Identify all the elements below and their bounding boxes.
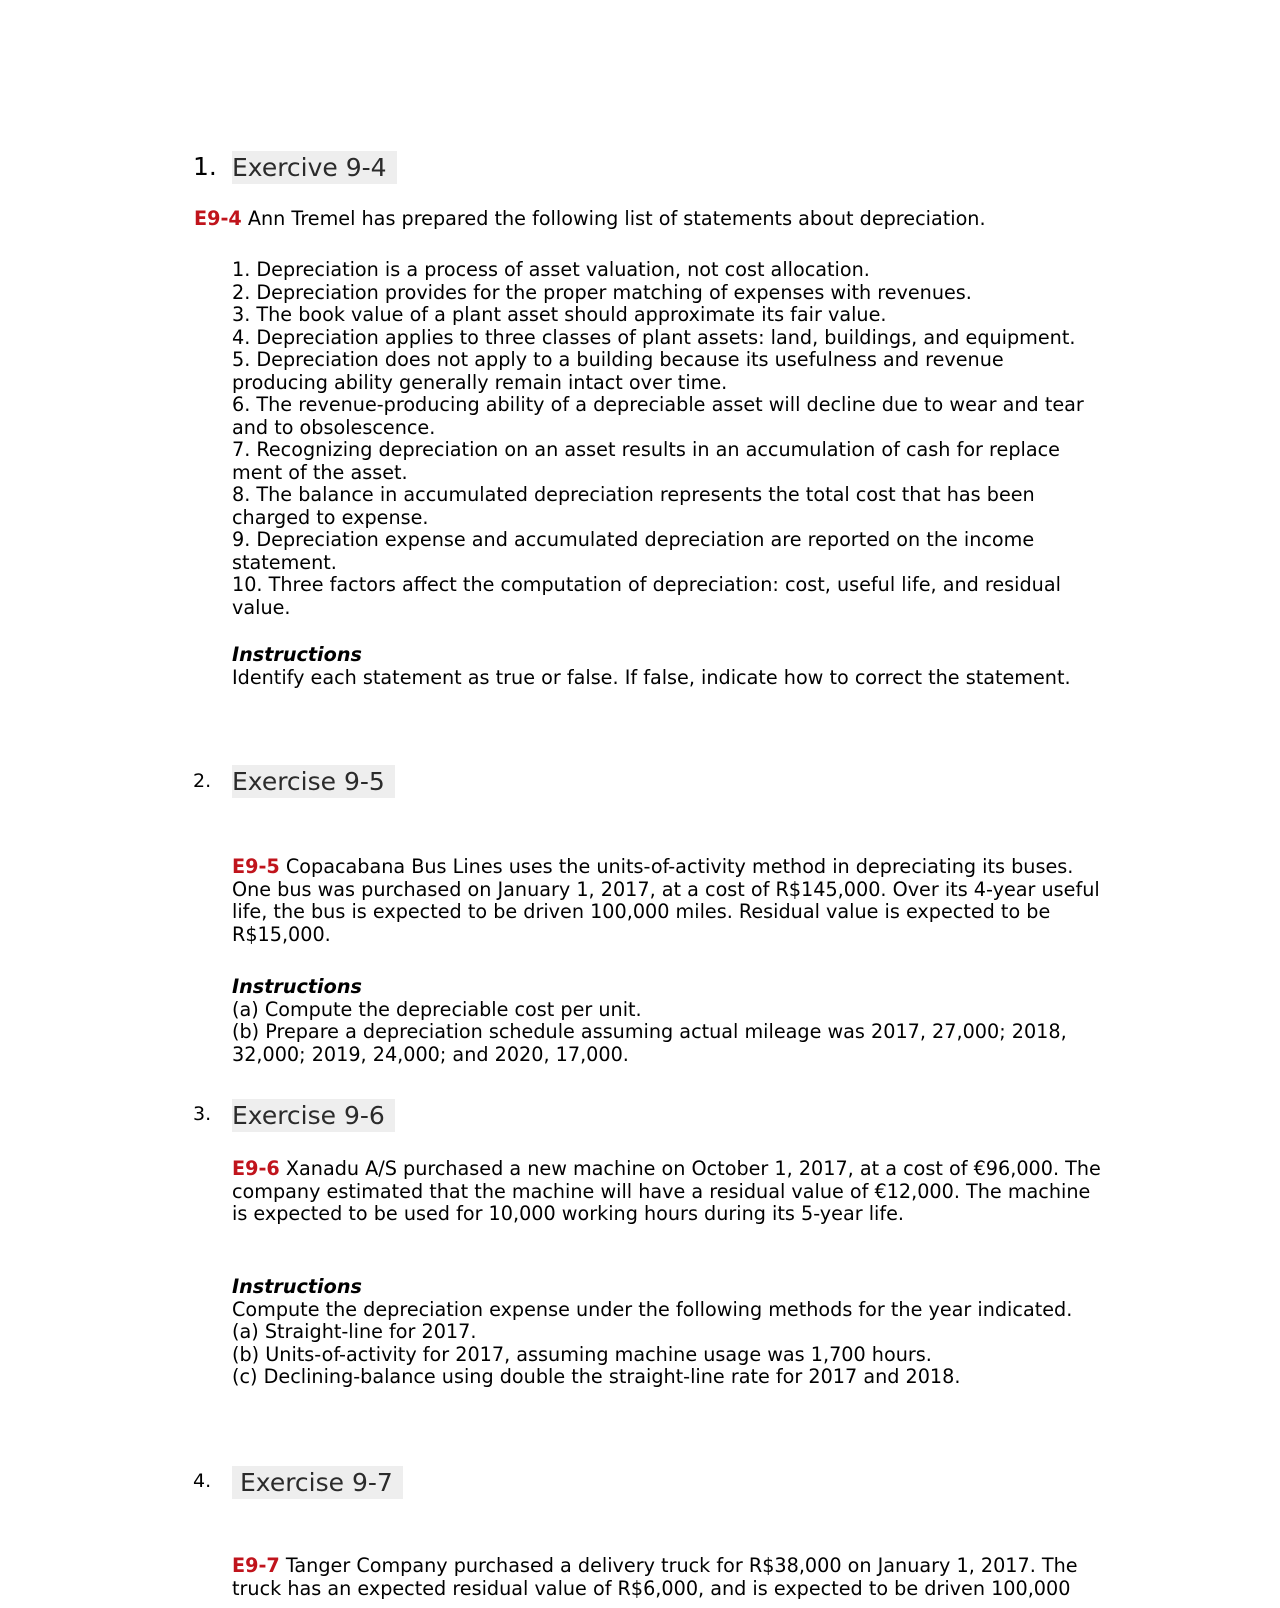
instruction-line: 32,000; 2019, 24,000; and 2020, 17,000. <box>232 1042 629 1066</box>
exercise-code: E9-6 <box>232 1157 280 1180</box>
statement-line: value. <box>232 595 291 619</box>
instructions-block <box>232 644 1071 689</box>
body-text: Xanadu A/S purchased a new machine on October 1, 2017, at a cost of €96,000. The <box>279 1157 1101 1180</box>
statement-line: 6. The revenue-producing ability of a depreciable asset will decline due to wear and tear <box>232 393 1084 416</box>
statement-line: 9. Depreciation expense and accumulated depreciation are reported on the income <box>232 528 1035 551</box>
exercise-code: E9-4 <box>194 207 242 230</box>
statement-line: 7. Recognizing depreciation on an asset results in an accumulation of cash for replace <box>232 438 1060 461</box>
body-line: life, the bus is expected to be driven 100,000 miles. Residual value is expected to be <box>232 900 1051 923</box>
body-line: company estimated that the machine will have a residual value of €12,000. The machine <box>232 1179 1091 1203</box>
heading-number: 1. <box>193 152 217 181</box>
exercise-body <box>232 1555 1078 1600</box>
statement-line: 5. Depreciation does not apply to a building because its usefulness and revenue <box>232 348 1004 371</box>
heading-number: 3. <box>193 1103 212 1125</box>
instruction-line: (a) Straight-line for 2017. <box>232 1320 477 1343</box>
instruction-line: (b) Units-of-activity for 2017, assuming machine usage was 1,700 hours. <box>232 1342 932 1366</box>
statement-line: ment of the asset. <box>232 460 408 484</box>
heading-title: Exercise 9-7 <box>232 1466 403 1499</box>
exercise-intro <box>194 208 986 231</box>
heading-title: Exercise 9-5 <box>232 765 395 798</box>
body-line: is expected to be used for 10,000 working hours during its 5-year life. <box>232 1202 905 1225</box>
body-line <box>232 1158 1101 1181</box>
statement-line: 2. Depreciation provides for the proper matching of expenses with revenues. <box>232 280 972 304</box>
body-line: truck has an expected residual value of R$6,000, and is expected to be driven 100,000 <box>232 1576 1071 1600</box>
body-text: Copacabana Bus Lines uses the units-of-activity method in depreciating its buses. <box>279 855 1074 878</box>
heading-title: Exercise 9-6 <box>232 1099 395 1132</box>
intro-text: Ann Tremel has prepared the following list of statements about depreciation. <box>241 207 986 230</box>
statement-line: 3. The book value of a plant asset should approximate its fair value. <box>232 303 887 326</box>
instructions-block <box>232 1276 1072 1389</box>
exercise-code: E9-5 <box>232 855 280 878</box>
instruction-line: Compute the depreciation expense under the following methods for the year indicated. <box>232 1297 1073 1321</box>
instruction-line: (a) Compute the depreciable cost per unit. <box>232 997 642 1021</box>
instructions-label: Instructions <box>232 1275 362 1298</box>
body-line <box>232 856 1100 879</box>
statement-line: statement. <box>232 550 337 574</box>
instructions-label: Instructions <box>232 643 362 666</box>
statement-line: 1. Depreciation is a process of asset valuation, not cost allocation. <box>232 258 870 281</box>
body-line: R$15,000. <box>232 922 331 946</box>
instruction-line: Identify each statement as true or false. If false, indicate how to correct the statement. <box>232 665 1071 689</box>
body-text: Tanger Company purchased a delivery truck for R$38,000 on January 1, 2017. The <box>279 1554 1078 1577</box>
statement-line: producing ability generally remain intact over time. <box>232 370 728 394</box>
exercise-code: E9-7 <box>232 1554 280 1577</box>
body-line: One bus was purchased on January 1, 2017, at a cost of R$145,000. Over its 4-year useful <box>232 877 1100 901</box>
statement-list <box>232 259 1084 619</box>
exercise-body <box>232 1158 1101 1226</box>
exercise-body <box>232 856 1100 946</box>
statement-line: 8. The balance in accumulated depreciation represents the total cost that has been <box>232 483 1035 506</box>
instruction-line: (c) Declining-balance using double the straight-line rate for 2017 and 2018. <box>232 1365 961 1388</box>
statement-line: charged to expense. <box>232 505 429 529</box>
statement-line: 4. Depreciation applies to three classes of plant assets: land, buildings, and equipment. <box>232 325 1076 349</box>
statement-line: and to obsolescence. <box>232 415 436 439</box>
body-line <box>232 1555 1078 1578</box>
instructions-label: Instructions <box>232 975 362 998</box>
instructions-block <box>232 976 1067 1066</box>
heading-title: Exercive 9-4 <box>232 151 397 184</box>
heading-number: 2. <box>193 770 212 792</box>
heading-number: 4. <box>193 1470 212 1492</box>
statement-line: 10. Three factors affect the computation of depreciation: cost, useful life, and residual <box>232 573 1061 596</box>
instruction-line: (b) Prepare a depreciation schedule assuming actual mileage was 2017, 27,000; 2018, <box>232 1020 1067 1043</box>
